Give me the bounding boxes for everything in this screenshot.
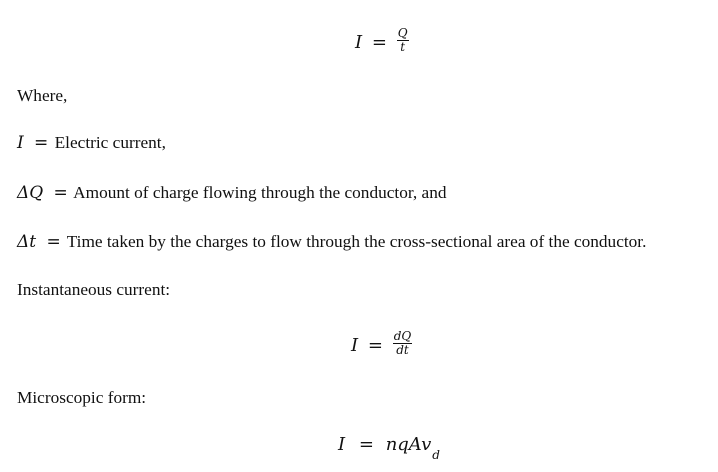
eq-lhs: I <box>355 32 363 54</box>
equation-current-definition <box>355 26 409 56</box>
microscopic-heading: Microscopic form: <box>17 388 147 407</box>
fraction-denominator: dt <box>396 342 409 357</box>
equals-sign: = <box>46 232 61 252</box>
definition-text: Electric current, <box>54 133 166 152</box>
equation-microscopic-form <box>338 434 440 462</box>
eq-subscript: d <box>432 448 440 462</box>
eq-lhs: I <box>338 434 346 455</box>
definition-time <box>17 233 646 251</box>
fraction <box>397 27 409 53</box>
fraction-numerator: dQ <box>393 329 412 343</box>
equals-sign: = <box>34 133 49 153</box>
fraction-denominator: t <box>400 39 406 54</box>
definition-charge <box>17 184 447 202</box>
where-label: Where, <box>17 86 68 105</box>
symbol-I: I <box>17 133 24 153</box>
equals-sign: = <box>53 183 68 203</box>
eq-operator: = <box>371 32 387 54</box>
eq-lhs: I <box>351 335 359 357</box>
eq-rhs: nqAv <box>385 434 432 455</box>
equation-instantaneous-current <box>351 329 412 359</box>
eq-operator: = <box>367 335 383 357</box>
fraction-numerator: Q <box>397 26 408 40</box>
definition-text: Amount of charge flowing through the conductor, and <box>73 183 447 202</box>
instantaneous-heading: Instantaneous current: <box>17 280 171 299</box>
fraction <box>393 330 413 356</box>
symbol-delta-Q: ΔQ <box>17 183 44 203</box>
definition-text: Time taken by the charges to flow through the cross-sectional area of the conductor. <box>66 232 647 251</box>
eq-operator: = <box>358 434 374 455</box>
symbol-delta-t: Δt <box>17 232 37 252</box>
definition-current <box>17 134 166 152</box>
